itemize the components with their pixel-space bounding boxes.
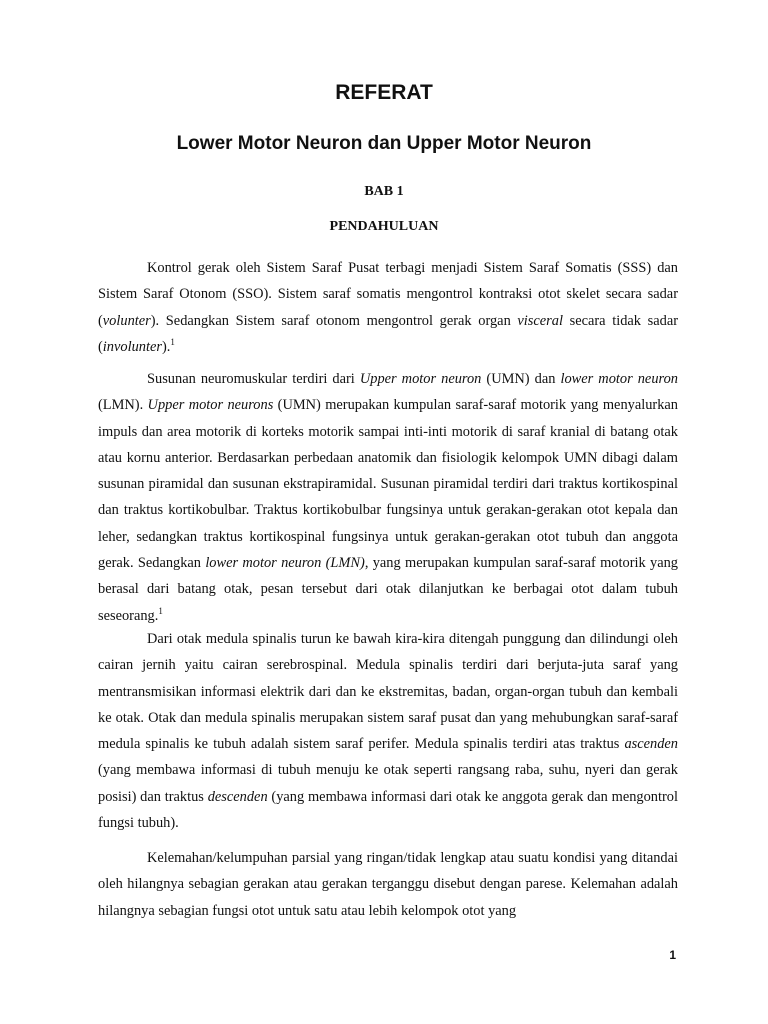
text-run: ). Sedangkan Sistem saraf otonom mengontrol gerak organ	[150, 312, 518, 329]
footnote-ref: 1	[170, 337, 175, 348]
section-heading: PENDAHULUAN	[329, 219, 439, 234]
paragraph	[98, 255, 678, 360]
text-run: (UMN) dan	[481, 371, 561, 387]
text-run: (UMN) merupakan kumpulan saraf-saraf motorik yang menyalurkan impuls dan area motorik di korteks motorik sampai inti-inti motorik di saraf kranial di batang otak atau kornu anterior. Berdasarkan perbedaan anatomik dan fisiologik kelompok UMN dibagi dalam susunan piramidal dan susunan ekstrapiramidal. Susunan piramidal terdiri dari traktus kortikospinal dan traktus kortikobulbar. Traktus kortikobulbar fungsinya untuk gerakan-gerakan otot kepala dan leher, sedangkan traktus kortikospinal fungsinya untuk gerakan-gerakan otot tubuh dan anggota gerak. Sedangkan	[98, 397, 678, 572]
paragraph	[98, 626, 678, 836]
text-run: , yang merupakan kumpulan saraf-saraf motorik yang berasal dari batang otak, pesan tersebut dari otak dilanjutkan ke berbagai otot dalam tubuh seseorang.	[98, 555, 678, 624]
text-run: Susunan neuromuskular terdiri dari	[147, 371, 360, 387]
italic-text: involunter	[102, 338, 162, 355]
text-run: Kontrol gerak oleh Sistem Saraf Pusat terbagi menjadi Sistem Saraf Somatis (SSS) dan Sistem Saraf Otonom (SSO). Sistem saraf somatis mengontrol kontraksi otot skelet secara sadar (	[98, 260, 678, 329]
text-run: secara tidak sadar (	[98, 312, 679, 355]
text-run: (yang membawa informasi di tubuh menuju ke otak seperti rangsang raba, suhu, nyeri dan gerak posisi) dan traktus	[98, 762, 678, 805]
chapter-heading: BAB 1	[364, 184, 404, 199]
footnote-ref: 1	[158, 605, 163, 616]
paragraph	[98, 366, 678, 629]
text-run: ).	[161, 338, 171, 355]
text-run: (LMN).	[98, 397, 148, 414]
text-run: Kelemahan/kelumpuhan parsial yang ringan/tidak lengkap atau suatu kondisi yang ditandai oleh hilangnya sebagian gerakan atau gerakan terganggu disebut dengan parese. Kelemahan adalah hilangnya sebagian fungsi otot untuk satu atau lebih kelompok otot yang	[98, 850, 678, 919]
italic-text: Upper motor neuron	[359, 371, 482, 387]
italic-text: ascenden	[624, 736, 678, 753]
document-subtitle: Lower Motor Neuron dan Upper Motor Neuron	[176, 133, 592, 154]
italic-text: lower motor neuron (LMN)	[205, 555, 365, 572]
paragraph	[98, 845, 678, 924]
italic-text: visceral	[517, 312, 563, 329]
italic-text: volunter	[102, 312, 151, 329]
text-run: Dari otak medula spinalis turun ke bawah kira-kira ditengah punggung dan dilindungi oleh cairan jernih yaitu cairan serebrospinal. Medula spinalis terdiri dari berjuta-juta saraf yang mentransmisikan informasi elektrik dari dan ke ekstremitas, badan, organ-organ tubuh dan kembali ke otak. Otak dan medula spinalis merupakan sistem saraf pusat dan yang mehubungkan saraf-saraf medula spinalis ke tubuh adalah sistem saraf perifer. Medula spinalis terdiri atas traktus	[98, 631, 678, 753]
italic-text: descenden	[207, 788, 268, 805]
text-run: (yang membawa informasi dari otak ke anggota gerak dan mengontrol fungsi tubuh).	[98, 788, 678, 832]
document-title: REFERAT	[335, 81, 433, 104]
page-number: 1	[669, 948, 676, 962]
italic-text: Upper motor neurons	[147, 397, 274, 414]
italic-text: lower motor neuron	[560, 371, 678, 387]
